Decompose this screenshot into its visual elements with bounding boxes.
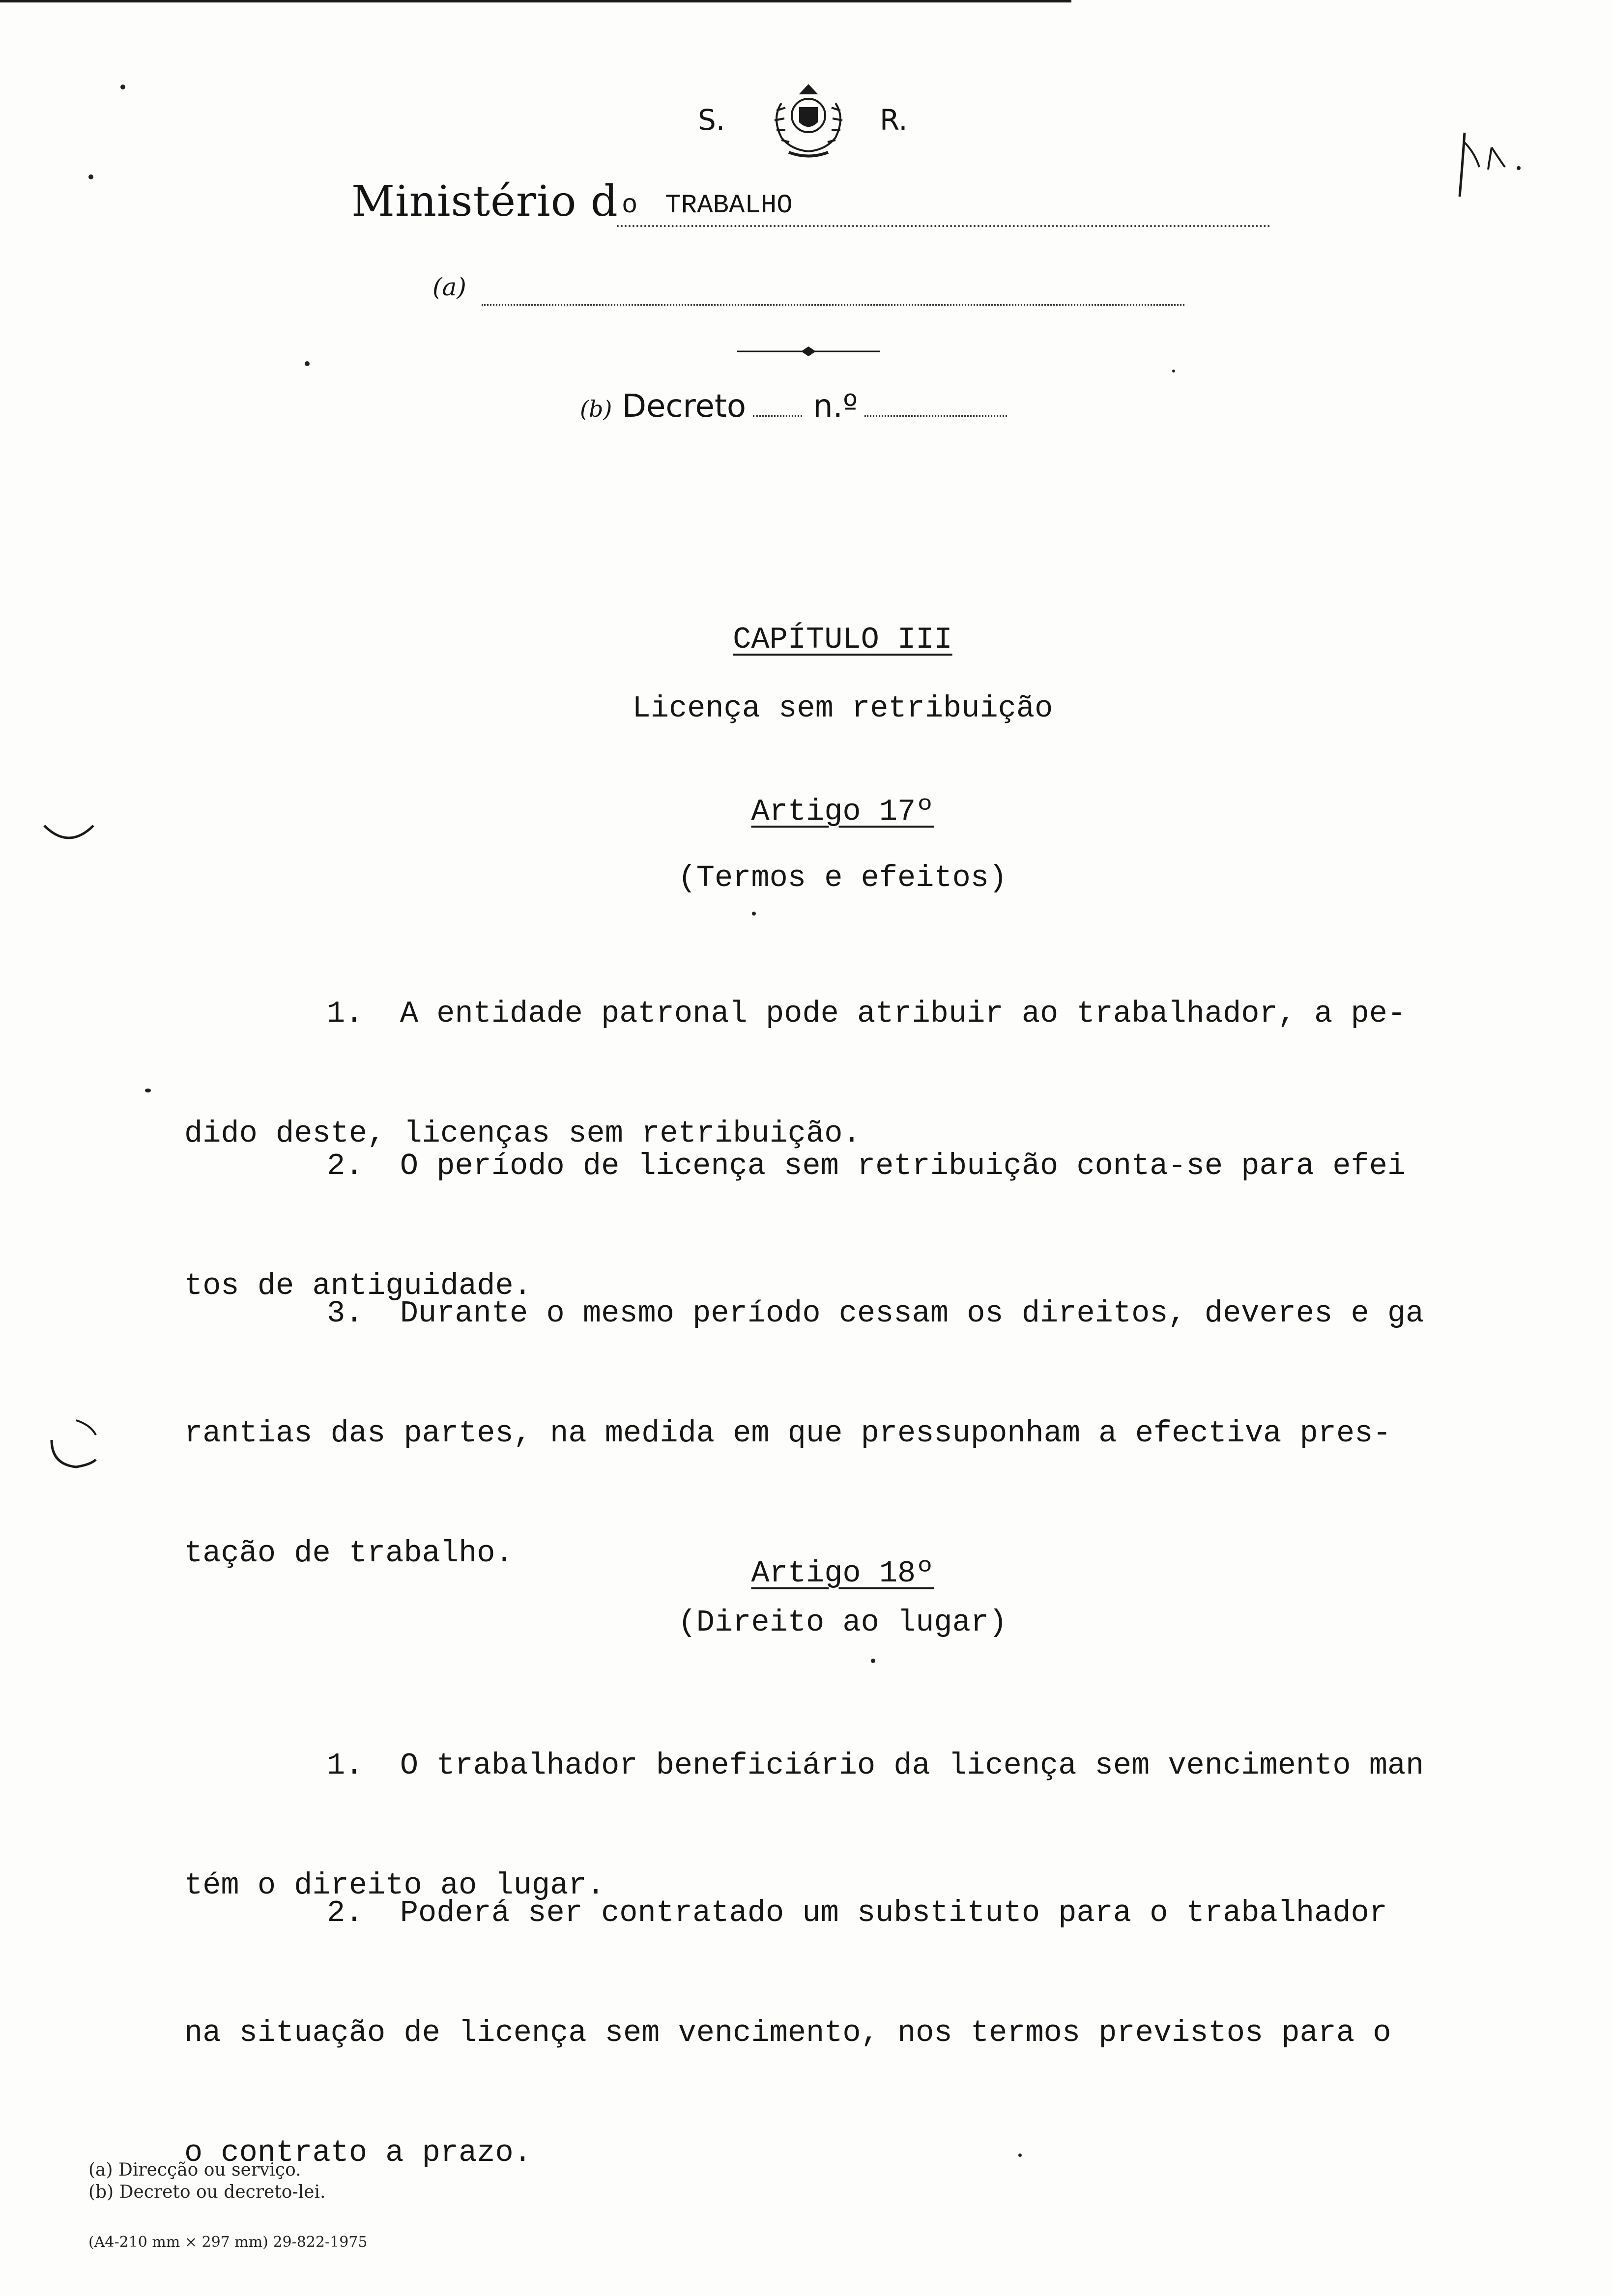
speck — [752, 912, 756, 916]
paragraph-line: tação de trabalho. — [184, 1536, 514, 1571]
article-17-subheading-row — [0, 826, 1612, 930]
form-code: (A4-210 mm × 297 mm) 29-822-1975 — [88, 2234, 368, 2251]
speck — [305, 361, 310, 366]
letterhead-crest-row — [678, 79, 953, 167]
crest-s-letter: S. — [698, 103, 725, 137]
decree-line — [580, 388, 1022, 432]
decree-type-blank — [753, 396, 802, 417]
footnote-a: (a) Direcção ou serviço. — [88, 2160, 301, 2180]
speck — [88, 174, 93, 179]
chapter-subtitle: Licença sem retribuição — [632, 691, 1053, 726]
ministry-label: Ministério d — [351, 177, 618, 226]
paragraph-line: tém o direito ao lugar. — [184, 1868, 605, 1903]
paragraph-line: na situação de licença sem vencimento, nos termos previstos para o — [184, 2015, 1391, 2050]
decree-number-label: n.º — [813, 388, 858, 425]
speck — [145, 1089, 151, 1092]
direction-line — [432, 273, 1189, 307]
chapter-title: CAPÍTULO III — [733, 622, 952, 657]
direction-blank — [482, 283, 1184, 306]
paragraph-line: tos de antiguidade. — [184, 1268, 532, 1303]
paragraph-line: 3. Durante o mesmo período cessam os direitos, deveres e ga — [327, 1296, 1424, 1331]
article-subheading: (Direito ao lugar) — [678, 1605, 1008, 1640]
article-18-subheading-row — [0, 1570, 1612, 1675]
article-heading: Artigo 18º — [751, 1556, 934, 1591]
decree-number-blank — [864, 396, 1007, 417]
article-18-paragraph-2 — [184, 1818, 1551, 2248]
speck — [120, 85, 125, 89]
paragraph-line: rantias das partes, na medida em que pressuponham a efectiva pres- — [184, 1416, 1391, 1451]
footnote-b: (b) Decreto ou decreto-lei. — [88, 2182, 326, 2202]
ministry-prefix: o — [622, 191, 638, 221]
article-subheading: (Termos e efeitos) — [678, 861, 1008, 895]
paragraph-line: dido deste, licenças sem retribuição. — [184, 1116, 861, 1151]
speck — [1172, 370, 1175, 373]
speck — [871, 1659, 875, 1663]
direction-mark: (a) — [432, 273, 466, 301]
top-rule — [0, 0, 1071, 2]
paragraph-line: 2. O período de licença sem retribuição conta-se para efei — [327, 1148, 1406, 1183]
ornament-divider — [737, 344, 880, 359]
punch-hole-mark — [42, 821, 96, 850]
paragraph-line: 2. Poderá ser contratado um substituto para o trabalhador — [327, 1895, 1387, 1930]
paragraph-line: 1. O trabalhador beneficiário da licença sem vencimento man — [327, 1748, 1424, 1783]
paragraph-line: 1. A entidade patronal pode atribuir ao trabalhador, a pe- — [327, 996, 1406, 1031]
punch-hole-mark — [47, 1415, 101, 1474]
ministry-value: TRABALHO — [665, 191, 793, 221]
ministry-field — [617, 191, 1270, 227]
coat-of-arms-icon — [762, 79, 855, 162]
decree-label: Decreto — [622, 388, 747, 425]
ministry-line — [351, 177, 1285, 236]
article-heading: Artigo 17º — [751, 794, 934, 829]
paragraph-line: o contrato a prazo. — [184, 2135, 532, 2170]
handwritten-mark-icon — [1450, 123, 1548, 206]
speck — [1018, 2153, 1022, 2157]
chapter-subtitle-row — [0, 656, 1612, 761]
decree-mark: (b) — [580, 396, 612, 422]
crest-r-letter: R. — [880, 103, 908, 137]
